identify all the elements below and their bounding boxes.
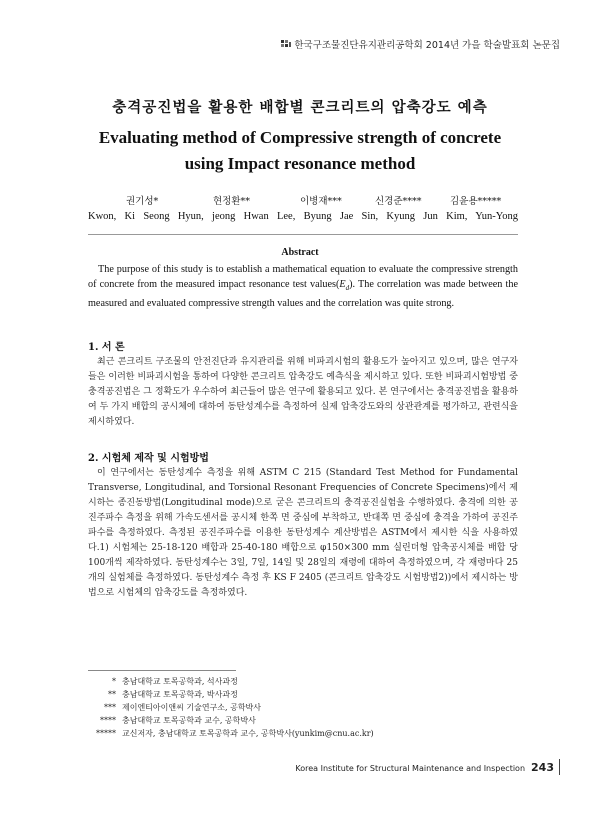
- footer-bar: [559, 759, 560, 775]
- author-ko-1: 권기성*: [126, 196, 159, 207]
- footnote-divider: [88, 670, 236, 671]
- abstract-text: The purpose of this study is to establish a mathematical equation to evaluate the compressive strength of concrete from the measured impact resonance test $values(E_d)$. The correlation was made between the measured and evaluated compressive strength values and the correlation was quite strong.: [88, 264, 518, 310]
- author-ko-4: 신경준****: [375, 196, 422, 207]
- section-1-body: 최근 콘크리트 구조물의 안전진단과 유지관리를 위해 비파괴시험의 활용도가 높아지고 있으며, 많은 연구자들은 이러한 비파괴시험을 통하여 다양한 콘크리트 압축강도 예측식을 제시하고 있다. 또한 비파괴시험방법 중 충격공진법은 그 정확도가 우수하여 최근들어 많은 연구에 활용되고 있다. 본 연구에서는 충격공진법을 활용하여 두 가지 배합의 공시체에 대하여 동탄성계수를 측정하여 실제 압축강도와의 상관관계를 평가하고, 관련식을 제시하였다.: [88, 357, 518, 427]
- title-english-line-1: Evaluating method of Compressive strength of concrete: [98, 128, 502, 147]
- symbol-ed: $E_d$: [339, 279, 350, 293]
- abstract-heading: Abstract: [281, 247, 319, 258]
- running-header: [281, 37, 560, 51]
- journal-name: 한국구조물진단유지관리공학회 2014년 가을 학술발표회 논문집: [294, 40, 560, 51]
- title-english-line-2: using Impact resonance method: [184, 154, 416, 173]
- divider: [88, 234, 518, 235]
- footnote-4: **** 충남대학교 토목공학과 교수, 공학박사: [100, 716, 256, 725]
- footer-institute: Korea Institute for Structural Maintenance and Inspection: [295, 764, 526, 773]
- authors-korean: [88, 193, 518, 207]
- section-1-heading: 1. 서 론: [88, 342, 125, 353]
- title-korean: 충격공진법을 활용한 배합별 콘크리트의 압축강도 예측: [112, 99, 488, 116]
- author-ko-2: 현정환**: [213, 196, 251, 207]
- author-ko-5: 김윤용*****: [450, 196, 502, 207]
- footnote-5: ***** 교신저자, 충남대학교 토목공학과 교수, 공학박사(yunkim@cnu.ac.kr): [96, 729, 374, 738]
- section-2-heading: 2. 시험체 제작 및 시험방법: [88, 453, 209, 464]
- author-ko-3: 이병재***: [300, 196, 342, 207]
- journal-logo-icon: [281, 40, 291, 49]
- title-english: [0, 125, 600, 177]
- authors-english: Kwon, Ki Seong Hyun, jeong Hwan Lee, Byung Jae Sin, Kyung Jun Kim, Yun-Yong: [88, 211, 518, 222]
- page-number: 243: [531, 761, 554, 774]
- section-2-body: 이 연구에서는 동탄성계수 측정을 위해 ASTM C 215 (Standard Test Method for Fundamental Transverse, Longitudinal, and Torsional Resonant Frequencies of Concrete Specimens)에서 제시하는 종진동방법(Longitudinal mode)으로 굳은 콘크리트의 충격공진실험을 수행하였다. 충격에 의한 공진주파수 측정을 위해 가속도센서를 공시체 한쪽 면 중심에 부착하고, 반대쪽 면 중심에 충격을 가하여 공진주파수를 측정하였다. 측정된 공진주파수를 이용한 동탄성계수 계산방법은 ASTM에서 제시한 식을 사용하였다.1) 시험체는 25-18-120 배합과 25-40-180 배합으로 φ150×300 mm 실린더형 압축공시체를 배합 당 100개씩 제작하였다. 동탄성계수는 3일, 7일, 14일 및 28일의 재령에 대하여 측정하였으며, 각 재령마다 25개의 실험체를 측정하였다. 동탄성계수 측정 후 KS F 2405 (콘크리트 압축강도 시험방법2))에서 제시하는 방법으로 시험체의 압축강도를 측정하였다.: [88, 468, 518, 598]
- footnote-3: *** 제이엔티아이앤씨 기술연구소, 공학박사: [104, 703, 262, 712]
- footnote-1: * 충남대학교 토목공학과, 석사과정: [112, 677, 238, 686]
- footnote-2: ** 충남대학교 토목공학과, 박사과정: [108, 690, 238, 699]
- page-footer: [295, 759, 560, 775]
